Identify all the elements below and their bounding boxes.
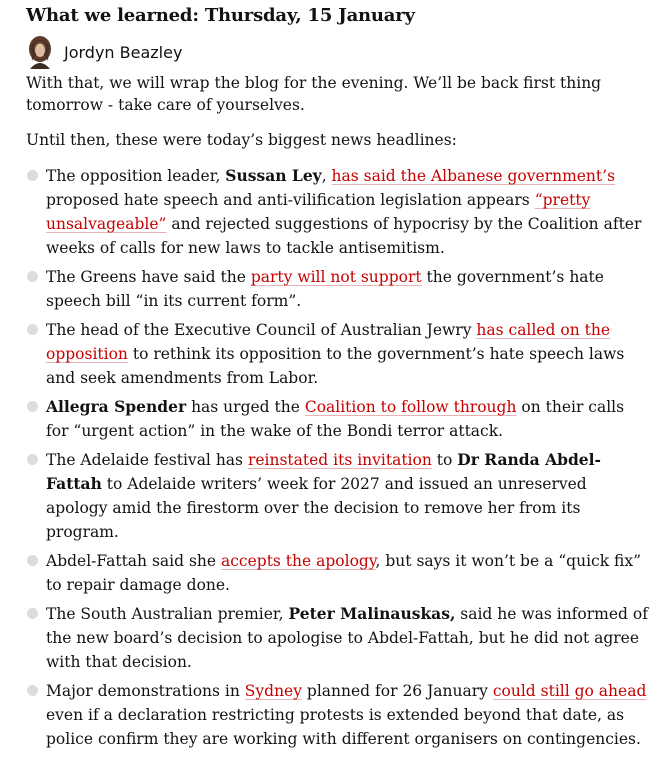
headline-text: to bbox=[431, 451, 458, 469]
lead-paragraph: Until then, these were today’s biggest news headlines: bbox=[26, 131, 457, 149]
bold-name: Allegra Spender bbox=[46, 397, 187, 416]
headline-text: proposed hate speech and anti-vilification legislation appears bbox=[46, 191, 535, 209]
headline-link[interactable]: has called on the opposition bbox=[46, 321, 610, 363]
bold-name: Dr Randa Abdel-Fattah bbox=[46, 450, 601, 493]
headline-link[interactable]: could still go ahead bbox=[492, 682, 647, 700]
headline-item bbox=[26, 318, 651, 390]
bullet-icon bbox=[27, 555, 38, 566]
headline-text: planned for 26 January bbox=[302, 682, 493, 700]
headline-link[interactable]: Coalition to follow through bbox=[304, 398, 517, 416]
headline-text: , but says it won’t be a “quick fix” to repair damage done. bbox=[46, 552, 642, 594]
headline-text: Major demonstrations in bbox=[46, 682, 245, 700]
bullet-icon bbox=[27, 608, 38, 619]
headline-text: and rejected suggestions of hypocrisy by the Coalition after weeks of calls for new laws to tackle antisemitism. bbox=[46, 215, 642, 257]
headline-text: , bbox=[321, 167, 332, 185]
headline-text: The South Australian premier, bbox=[46, 605, 289, 623]
headline-link[interactable]: has said the Albanese government’s bbox=[331, 167, 616, 185]
headline-text: The opposition leader, bbox=[46, 167, 226, 185]
bold-name: Sussan Ley bbox=[225, 166, 322, 185]
headline-item bbox=[26, 549, 651, 597]
headline-text: Abdel-Fattah said she bbox=[46, 552, 221, 570]
bullet-icon bbox=[27, 170, 38, 181]
headline-item bbox=[26, 164, 651, 260]
headline-link[interactable]: Sydney bbox=[244, 682, 302, 700]
headline-text: to Adelaide writers’ week for 2027 and issued an unreserved apology amid the firestorm over the decision to remove her from its program. bbox=[46, 475, 587, 541]
headline-text: on their calls for “urgent action” in the wake of the Bondi terror attack. bbox=[46, 398, 625, 440]
bullet-icon bbox=[27, 685, 38, 696]
headline-text: The Greens have said the bbox=[46, 268, 251, 286]
headline-text: The Adelaide festival has bbox=[46, 451, 248, 469]
post-heading: What we learned: Thursday, 15 January bbox=[26, 5, 415, 26]
bullet-icon bbox=[27, 324, 38, 335]
headline-text: even if a declaration restricting protests is extended beyond that date, as police confirm they are working with different organisers on contingencies. bbox=[46, 706, 641, 748]
bullet-icon bbox=[27, 271, 38, 282]
headline-item bbox=[26, 679, 651, 751]
headline-link[interactable]: party will not support bbox=[250, 268, 422, 286]
headline-link[interactable]: “pretty unsalvageable” bbox=[46, 191, 591, 233]
headline-text: the government’s hate speech bill “in its current form”. bbox=[46, 268, 604, 310]
bullet-icon bbox=[27, 454, 38, 465]
byline bbox=[26, 34, 651, 70]
headline-item bbox=[26, 448, 651, 544]
headline-text: to rethink its opposition to the government’s hate speech laws and seek amendments from Labor. bbox=[46, 345, 625, 387]
intro-paragraph: With that, we will wrap the blog for the evening. We’ll be back first thing tomorrow - take care of yourselves. bbox=[26, 74, 602, 114]
headline-list bbox=[26, 164, 651, 751]
bold-name: Peter Malinauskas, bbox=[288, 604, 456, 623]
headline-item bbox=[26, 265, 651, 313]
headline-link[interactable]: accepts the apology bbox=[221, 552, 376, 570]
author-name[interactable]: Jordyn Beazley bbox=[64, 42, 183, 62]
bullet-icon bbox=[27, 401, 38, 412]
headline-text: said he was informed of the new board’s decision to apologise to Abdel-Fattah, but he did not agree with that decision. bbox=[46, 605, 648, 671]
headline-item bbox=[26, 395, 651, 443]
headline-text: The head of the Executive Council of Australian Jewry bbox=[46, 321, 477, 339]
headline-text: has urged the bbox=[186, 398, 305, 416]
headline-link[interactable]: reinstated its invitation bbox=[247, 451, 432, 469]
headline-item bbox=[26, 602, 651, 674]
author-avatar-icon bbox=[26, 35, 54, 69]
blog-post bbox=[0, 4, 665, 751]
